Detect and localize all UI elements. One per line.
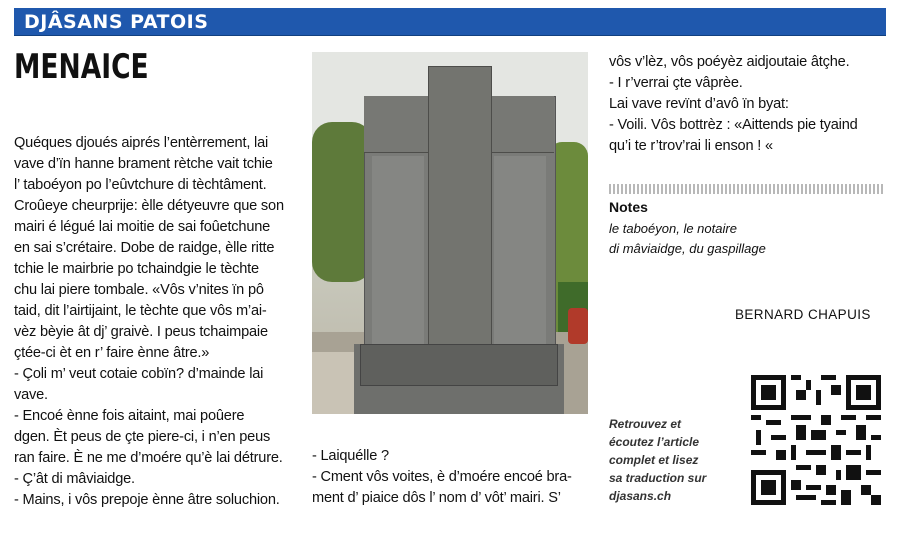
text-line: tchie le mairbrie po tchaindgie le tèchte [14,261,259,277]
text-line: qu’i te r’trov’rai li enson ! « [609,138,773,154]
text-line: - Voili. Vôs bottrèz : «Aittends pie tyaind [609,117,858,133]
text-line: - Ç’ât di mâviaidge. [14,471,135,487]
dotted-divider [609,184,885,194]
article-column-3 [609,52,894,157]
article-title: MENAICE [14,47,149,87]
article-column-1 [14,133,300,511]
notes-list [609,219,879,259]
text-line: Quéques djoués aiprés l’entèrrement, lai [14,135,269,151]
text-line: ran faire. È ne me d’moére qu’è lai détrure. [14,450,283,466]
section-title: DJÂSANS PATOIS [24,11,209,33]
gravestone-photo [312,52,588,414]
text-line: Lai vave revïnt d’avô ïn byat: [609,96,789,112]
text-line: - Encoé ènne fois aitaint, mai poûere [14,408,245,424]
promo-link[interactable]: djasans.ch [609,489,672,503]
text-line: vèz bèyie ât dj’ graivè. I peus tchaimpaie [14,324,268,340]
note-item: le taboéyon, le notaire [609,221,737,236]
text-line: - Mains, i vôs prepoje ènne âtre soluchion. [14,492,280,508]
text-line: ment d’ piaice dôs l’ nom d’ vôt’ mairi. S’ [312,490,561,506]
promo-line: complet et lisez [609,453,699,467]
article-column-2 [312,446,592,509]
text-line: çtée-ci èt en r’ faire ènne âtre.» [14,345,210,361]
text-line: vave. [14,387,48,403]
promo-line: sa traduction sur [609,471,707,485]
text-line: en sai s’crétaire. Dobe de raidge, èlle ritte [14,240,275,256]
text-line: - Çoli m’ veut cotaie cobïn? d’mainde lai [14,366,264,382]
promo-line: Retrouvez et [609,417,682,431]
note-item: di mâviaidge, du gaspillage [609,241,766,256]
text-line: Croûeye cheurprije: èlle détyeuvre que son [14,198,284,214]
promo-line: écoutez l’article [609,435,700,449]
text-line: l’ taboéyon po l’eûvtchure di tèchtâment. [14,177,267,193]
text-line: chu lai piere tombale. «Vôs v’nites ïn pô [14,282,264,298]
text-line: vôs v’lèz, vôs poéyèz aidjoutaie âtçhe. [609,54,850,70]
text-line: mairi é légué lai moitie de sai foûetchune [14,219,271,235]
text-line: dgen. Èt peus de çte piere-ci, i n’en peus [14,429,271,445]
text-line: - Laiquélle ? [312,448,389,464]
section-banner [14,8,886,36]
text-line: vave d’ïn hanne brament rètche vait tchie [14,156,273,172]
text-line: - Cment vôs voites, è d’moére encoé bra- [312,469,572,485]
notes-heading: Notes [609,199,648,215]
text-line: taid, dit l’airtijaint, le tèchte que vôs m’ai- [14,303,267,319]
promo-text [609,415,739,505]
author-byline: BERNARD CHAPUIS [735,307,871,322]
text-line: - I r’verrai çte vâprèe. [609,75,743,91]
qr-code-icon[interactable] [751,375,881,505]
